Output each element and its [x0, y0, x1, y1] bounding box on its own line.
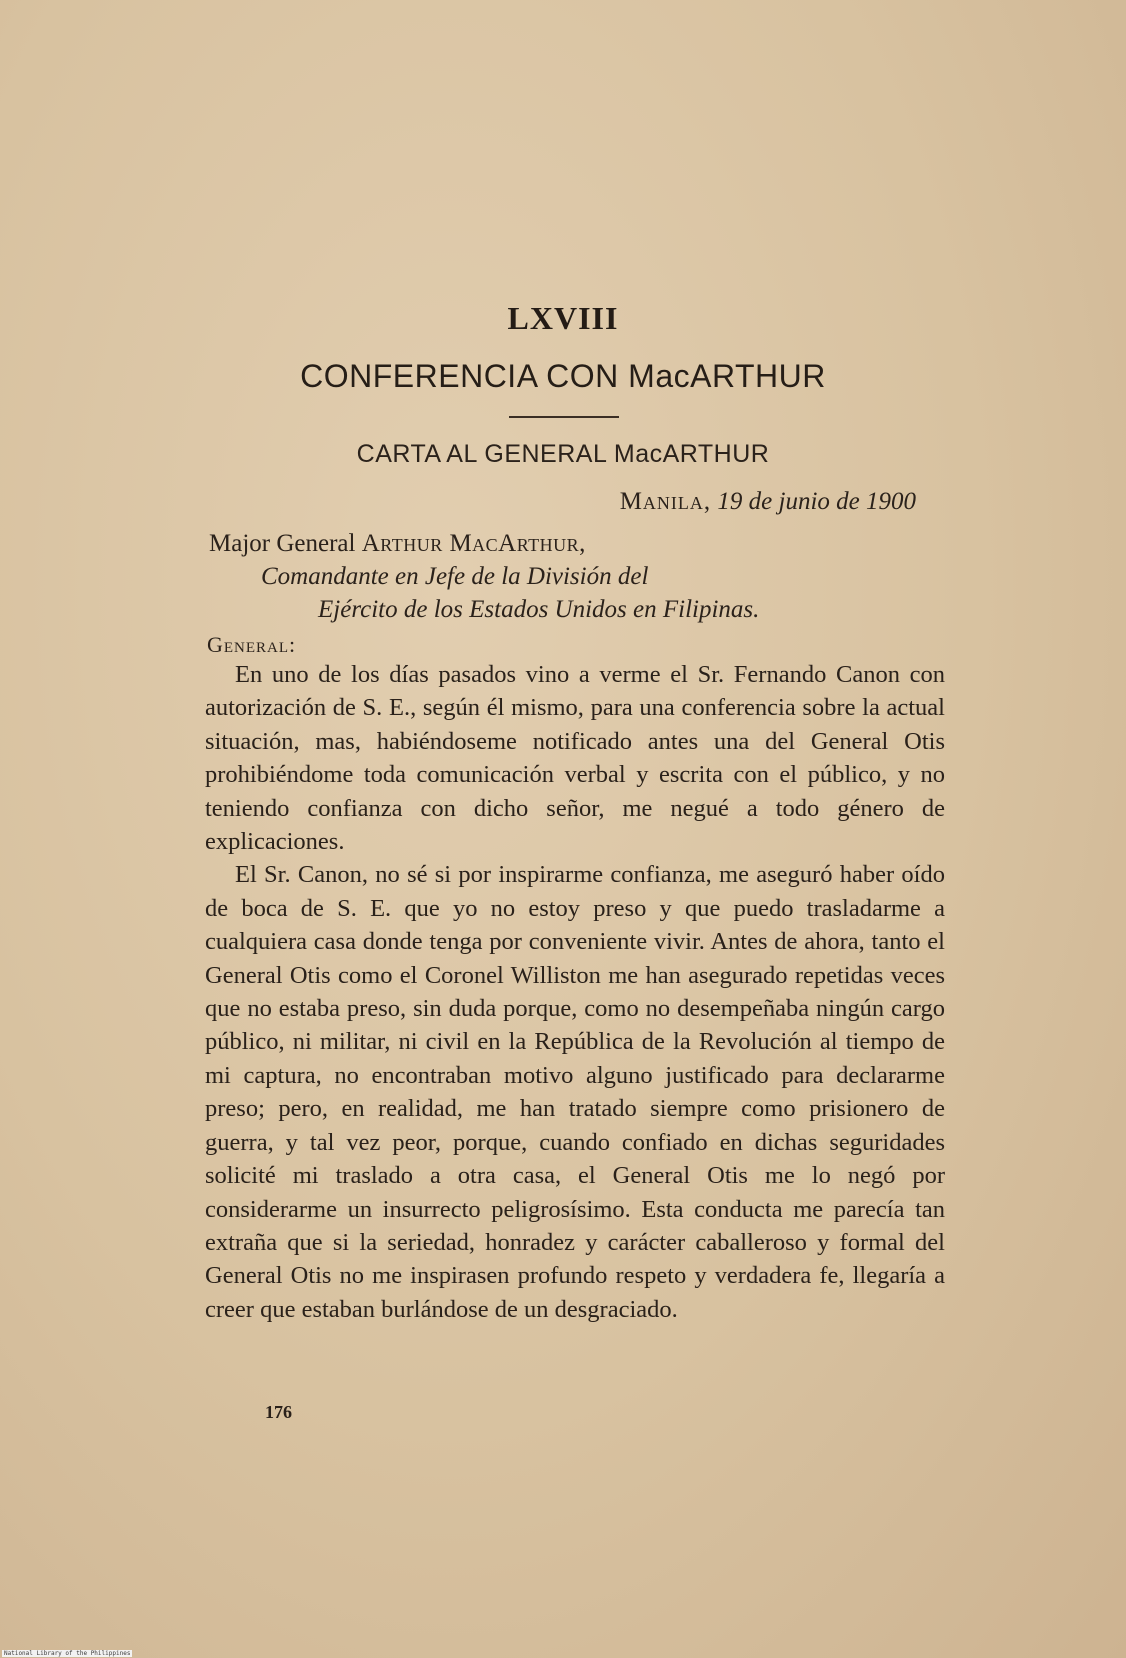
- addressee-prefix: Major General: [209, 530, 356, 557]
- letter-body: [205, 658, 945, 1326]
- chapter-number: LXVIII: [507, 300, 619, 336]
- chapter-title: CONFERENCIA CON MacARTHUR: [300, 358, 826, 394]
- body-paragraph-1: En uno de los días pasados vino a verme el Sr. Fernando Canon con autorización de S. E., según él mismo, para una conferencia sobre la actual situación, mas, habiéndoseme notificado antes una del General Otis prohibiéndome toda comunicación verbal y escrita con el público, y no teniendo confianza con dicho señor, me negué a todo género de explicaciones.: [205, 661, 945, 856]
- addressee-role-line-2: Ejército de los Estados Unidos en Filipinas.: [318, 596, 760, 623]
- library-credit: National Library of the Philippines: [4, 1650, 131, 1657]
- addressee-name: Arthur MacArthur,: [361, 530, 586, 557]
- letter-date-place: Manila,: [619, 488, 712, 515]
- letter-date-line: [620, 488, 916, 516]
- body-paragraph-2: El Sr. Canon, no sé si por inspirarme confianza, me aseguró haber oído de boca de S. E. que yo no estoy preso y que puedo trasladarme a cualquiera casa donde tenga por conveniente vivir. Antes de ahora, tanto el General Otis como el Coronel Williston me han asegurado repetidas veces que no estaba preso, sin duda porque, como no desempeñaba ningún cargo público, ni militar, ni civil en la República de la Revolución al tiempo de mi captura, no encontraban motivo alguno justificado para declararme preso; pero, en realidad, me han tratado siempre como prisionero de guerra, y tal vez peor, porque, cuando confiado en dichas seguridades solicité mi traslado a otra casa, el General Otis me lo negó por considerarme un insurrecto peligrosísimo. Esta conducta me parecía tan extraña que si la seriedad, honradez y carácter caballeroso y formal del General Otis no me inspirasen profundo respeto y verdadera fe, llegaría a creer que estaban burlándose de un desgraciado.: [205, 861, 945, 1323]
- addressee-role-line-1: Comandante en Jefe de la División del: [261, 563, 649, 590]
- letter-subtitle: CARTA AL GENERAL MacARTHUR: [356, 440, 770, 468]
- letter-salutation: General:: [207, 632, 297, 657]
- addressee-line: [209, 530, 586, 558]
- letter-date: 19 de junio de 1900: [717, 488, 916, 515]
- title-divider: [509, 416, 619, 418]
- page-number: 176: [265, 1402, 292, 1422]
